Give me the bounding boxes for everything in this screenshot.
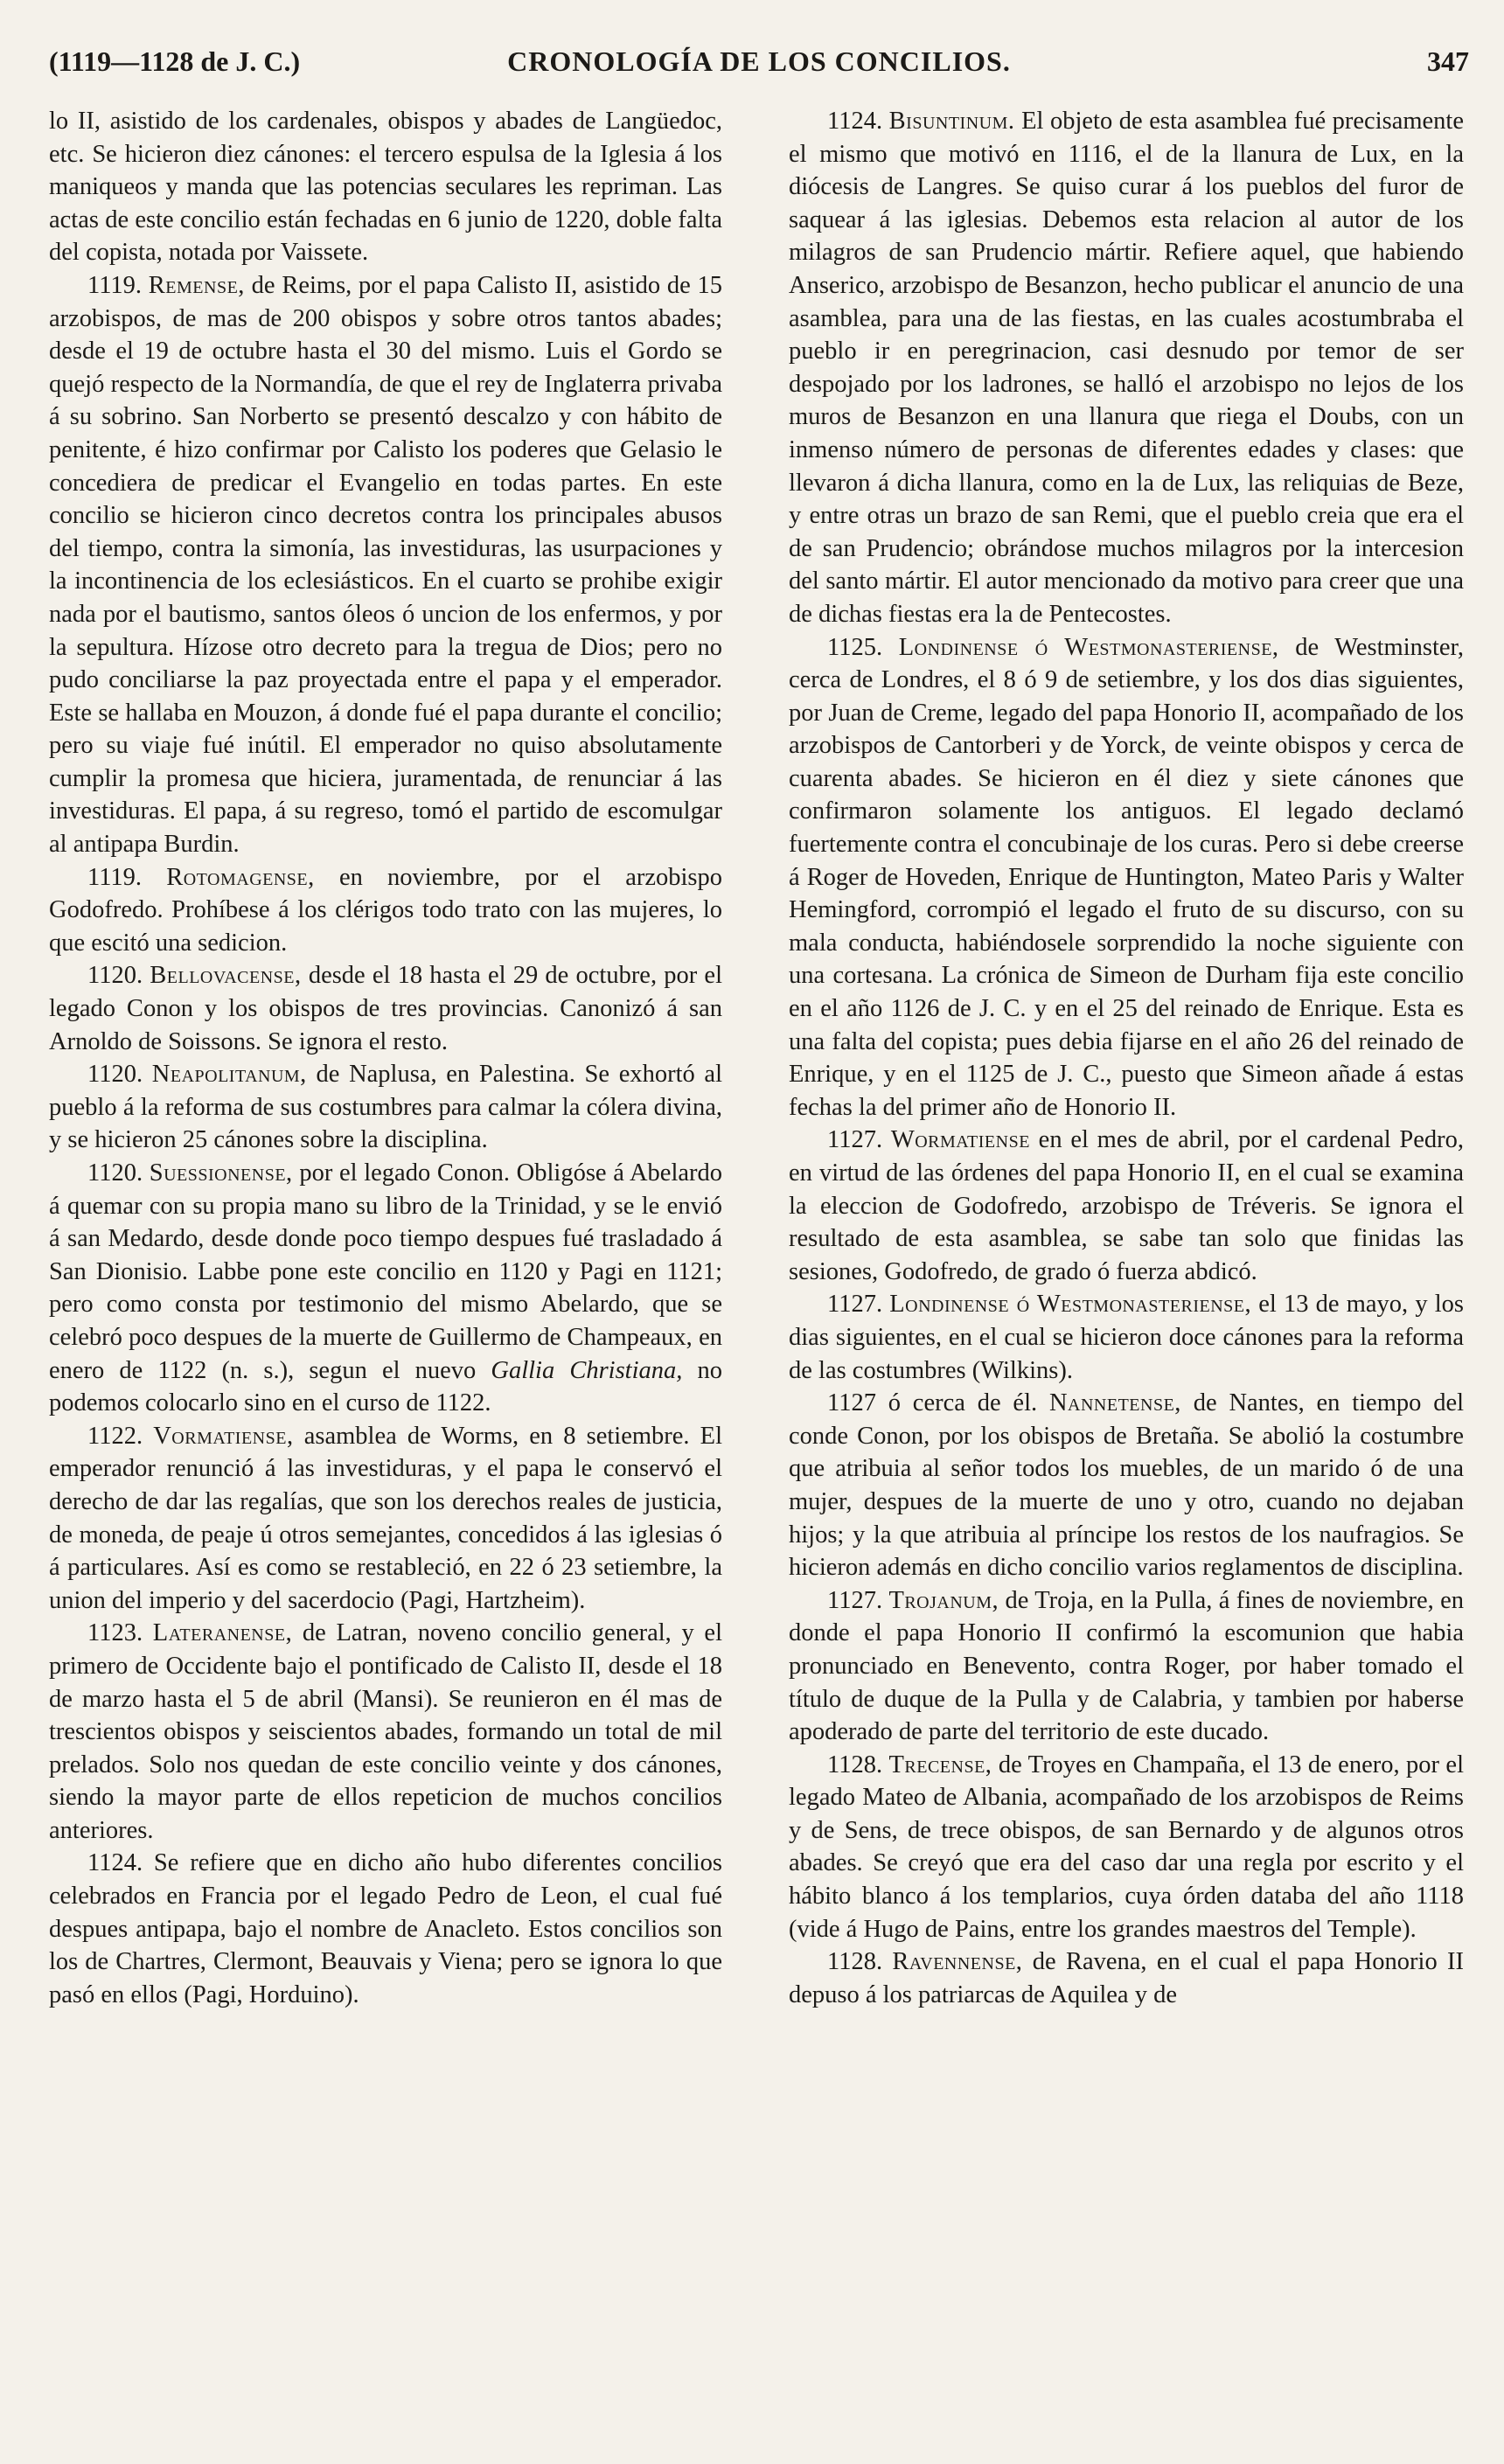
council-name: Bellovacense, <box>150 962 302 990</box>
entry-year: 1119. <box>87 271 143 299</box>
entry-year: 1127. <box>827 1126 883 1154</box>
entry-text: en el mes de abril, por el cardenal Pedro, en virtud de las órdenes del papa Honorio II, en el cual se examina la eleccion de Godofredo, arzobispo de Tréveris. Se ignora el resultado de esta asamblea, se sabe tan solo que finidas las sesiones, Godofredo, de grado ó fuerza abdicó. <box>789 1126 1465 1285</box>
entry-year: 1128. <box>827 1751 883 1778</box>
council-name: Rotomagense, <box>166 863 315 891</box>
council-entry <box>49 1420 722 1618</box>
entry-text: de Naplusa, en Palestina. Se exhortó al pueblo á la reforma de sus costumbres para calmar la cólera divina, y se hicieron 25 cánones sobre la disciplina. <box>49 1061 723 1154</box>
council-name: Wormatiense <box>890 1126 1030 1154</box>
continued-paragraph <box>49 105 722 269</box>
entry-year: 1120. <box>87 962 143 990</box>
running-header <box>49 35 1469 87</box>
entry-year: 1119. <box>87 863 143 891</box>
entry-year: 1123. <box>87 1619 143 1647</box>
entry-year: 1124. <box>827 108 883 135</box>
council-name: Vormatiense, <box>153 1422 294 1450</box>
entry-text: de Reims, por el papa Calisto II, asistido de 15 arzobispos, de mas de 200 obispos y sobre otros tantos abades; desde el 19 de octubre hasta el 30 del mismo. Luis el Gordo se quejó respecto de la Normandía, de que el rey de Inglaterra privaba á su sobrino. San Norberto se presentó descalzo y con hábito de penitente, é hizo confirmar por Calisto los poderes que Gelasio le concediera de predicar el Evangelio en todas partes. En este concilio se hicieron cinco decretos contra los principales abusos del tiempo, contra la simonía, las investiduras, las usurpaciones y la incontinencia de los eclesiásticos. En el cuarto se prohibe exigir nada por el bautismo, santos óleos ó uncion de los enfermos, y por la sepultura. Hízose otro decreto para la tregua de Dios; pero no pudo conciliarse la paz proyectada entre el papa y el emperador. Este se hallaba en Mouzon, á donde fué el papa durante el concilio; pero su viaje fué inútil. El emperador no quiso absolutamente cumplir la promesa que hiciera, juramentada, de renunciar á las investiduras. El papa, á su regreso, tomó el partido de escomulgar al antipapa Burdin. <box>49 271 723 859</box>
council-entry <box>49 1617 722 1847</box>
entry-year: 1127 ó cerca de él. <box>827 1389 1038 1417</box>
entry-text: en noviembre, por el arzobispo Godofredo. Prohíbese á los clérigos todo trato con las mujeres, lo que escitó una sedicion. <box>49 863 723 957</box>
council-entry <box>789 1584 1464 1749</box>
entry-text: desde el 18 hasta el 29 de octubre, por el legado Conon y los obispos de tres provincias. Canonizó á san Arnoldo de Soissons. Se ignora el resto. <box>49 962 722 1055</box>
entry-year: 1122. <box>87 1422 143 1450</box>
entry-text: de Nantes, en tiempo del conde Conon, por los obispos de Bretaña. Se abolió la costumbre que atribuia al señor todos los muebles, de un marido ó de una mujer, despues de la muerte de uno y otro, cuando no dejaban hijos; y la que atribuia al príncipe los restos de los naufragios. Se hicieron además en dicho concilio varios reglamentos de disciplina. <box>789 1389 1465 1582</box>
council-entry <box>49 861 722 960</box>
council-name: Nannetense, <box>1048 1389 1181 1417</box>
council-entry <box>49 269 722 861</box>
council-entry <box>789 1124 1464 1288</box>
entry-text: de Troja, en la Pulla, á fines de noviembre, en donde el papa Honorio II confirmó la escomunion que habia pronunciado en Benevento, contra Roger, por haber tomado el título de duque de la Pulla y de Calabria, y tambien por haberse apoderado de parte del territorio de este ducado. <box>789 1586 1464 1746</box>
council-name: Trojanum, <box>888 1586 999 1614</box>
entry-text: de Troyes en Champaña, el 13 de enero, por el legado Mateo de Albania, acompañado de los arzobispos de Reims y de Sens, de trece obispos, de san Bernardo y de algunos otros abades. Se creyó que era del caso dar una regla por escrito y el hábito blanco á los templarios, cuya órden databa del año 1118 (vide á Hugo de Pains, entre los grandes maestros del Temple). <box>789 1751 1464 1943</box>
page-number: 347 <box>1427 45 1469 77</box>
entry-year: 1124. <box>87 1849 143 1877</box>
council-entry <box>49 959 722 1058</box>
entry-text: por el legado Conon. Obligóse á Abelardo á quemar con su propia mano su libro de la Trinidad, y se le envió á san Medardo, desde donde poco tiempo despues fué trasladado á San Dionisio. Labbe pone este concilio en 1120 y Pagi en 1121; pero como consta por testimonio del mismo Abelardo, que se celebró poco despues de la muerte de Guillermo de Champeaux, en enero de 1122 (n. s.), segun el nuevo <box>49 1159 723 1384</box>
council-name: Lateranense, <box>152 1619 293 1647</box>
entry-text: Se refiere que en dicho año hubo diferentes concilios celebrados en Francia por el legado Pedro de Leon, el cual fué despues antipapa, bajo el nombre de Anacleto. Estos concilios son los de Chartres, Clermont, Beauvais y Viena; pero se ignora lo que pasó en ellos (Pagi, Horduino). <box>49 1849 722 2008</box>
italic-title: Gallia Christiana, <box>491 1356 683 1384</box>
council-entry <box>789 1749 1464 1946</box>
left-column <box>49 105 722 2011</box>
entry-text: de Latran, noveno concilio general, y el primero de Occidente bajo el pontificado de Calisto II, desde el 18 de marzo hasta el 5 de abril (Mansi). Se reunieron en él mas de trescientos obispos y seiscientos abades, formando un total de mil prelados. Solo nos quedan de este concilio veinte y dos cánones, siendo la mayor parte de ellos repeticion de muchos concilios anteriores. <box>49 1619 722 1844</box>
entry-text: lo II, asistido de los cardenales, obispos y abades de Langüedoc, etc. Se hicieron diez cánones: el tercero espulsa de la Iglesia á los maniqueos y manda que las potencias seculares les repriman. Las actas de este concilio están fechadas en 6 junio de 1220, doble falta del copista, notada por Vaissete. <box>49 108 722 267</box>
entry-text: El objeto de esta asamblea fué precisamente el mismo que motivó en 1116, el de la llanura de Lux, en la diócesis de Langres. Se quiso curar á los pueblos del furor de saquear á las iglesias. Debemos esta relacion al autor de los milagros de san Prudencio mártir. Refiere aquel, que habiendo Anserico, arzobispo de Besanzon, hecho publicar el anuncio de una asamblea, para una de las fiestas, en las cuales acostumbraba el pueblo ir en peregrinacion, casi desnudo por temor de ser despojado por los ladrones, se halló el arzobispo no lejos de los muros de Besanzon en una llanura que riega el Doubs, con un inmenso número de personas de diferentes edades y clases: que llevaron á dicha llanura, como en la de Lux, las reliquias de Beze, y entre otras un brazo de san Remi, que el pueblo creia que era el de san Prudencio; obrándose muchos milagros por la intercesion del santo mártir. El autor mencionado da motivo para creer que una de dichas fiestas era la de Pentecostes. <box>789 108 1465 628</box>
council-entry <box>49 1058 722 1157</box>
council-name: Londinense ó Westmonasteriense, <box>889 1291 1252 1319</box>
council-entry <box>789 631 1464 1124</box>
entry-text: de Westminster, cerca de Londres, el 8 ó 9 de setiembre, y los dos dias siguientes, por Juan de Creme, legado del papa Honorio II, acompañado de los arzobispos de Cantorberi y de Yorck, de veinte obispos y cerca de cuarenta abades. Se hicieron en él diez y siete cánones que confirmaron solamente los antiguos. El legado declamó fuertemente contra el concubinaje de los curas. Pero si debe creerse á Roger de Hoveden, Enrique de Huntington, Mateo Paris y Walter Hemingford, corrompió el legado el fruto de su discurso, con su mala conducta, habiéndosele sorprendido la noche siguiente con una cortesana. La crónica de Simeon de Durham fija este concilio en el año 1126 de J. C. y en el 25 del reinado de Enrique. Esta es una falta del copista; pues debia fijarse en el año 26 del reinado de Enrique, y en el 1125 de J. C., puesto que Simeon añade á estas fechas la del primer año de Honorio II. <box>789 633 1464 1121</box>
council-entry <box>49 1847 722 2011</box>
council-entry <box>789 1387 1464 1584</box>
council-entry <box>49 1157 722 1420</box>
header-title: CRONOLOGÍA DE LOS CONCILIOS. <box>507 45 1011 77</box>
council-entry <box>789 1945 1464 2011</box>
council-entry <box>789 1288 1464 1387</box>
council-name: Suessionense, <box>149 1159 293 1187</box>
council-name: Bisuntinum. <box>888 108 1015 135</box>
entry-text-continued: no podemos colocarlo sino en el curso de 1122. <box>49 1356 722 1417</box>
council-name: Trecense, <box>888 1751 992 1778</box>
council-name: Neapolitanum, <box>151 1061 307 1089</box>
entry-year: 1120. <box>87 1061 143 1089</box>
entry-year: 1128. <box>827 1948 883 1976</box>
entry-text: de Ravena, en el cual el papa Honorio II depuso á los patriarcas de Aquilea y de <box>789 1948 1464 2008</box>
entry-text: asamblea de Worms, en 8 setiembre. El emperador renunció á las investiduras, y el papa le conservó el derecho de dar las regalías, que son los derechos reales de justicia, de moneda, de peaje ú otros semejantes, concedidos á las iglesias ó á particulares. Así es como se restableció, en 22 ó 23 setiembre, la union del imperio y del sacerdocio (Pagi, Hartzheim). <box>49 1422 722 1614</box>
entry-text: el 13 de mayo, y los dias siguientes, en el cual se hicieron doce cánones para la reforma de las costumbres (Wilkins). <box>789 1291 1465 1384</box>
entry-year: 1127. <box>827 1586 883 1614</box>
council-name: Londinense ó Westmonasteriense, <box>898 633 1279 661</box>
council-name: Remense, <box>148 271 245 299</box>
council-entry <box>789 105 1464 631</box>
entry-year: 1127. <box>827 1291 883 1319</box>
entry-year: 1120. <box>87 1159 143 1187</box>
council-name: Ravennense, <box>892 1948 1023 1976</box>
right-column <box>789 105 1464 2011</box>
entry-year: 1125. <box>827 633 883 661</box>
header-date-range: (1119—1128 de J. C.) <box>49 45 301 77</box>
